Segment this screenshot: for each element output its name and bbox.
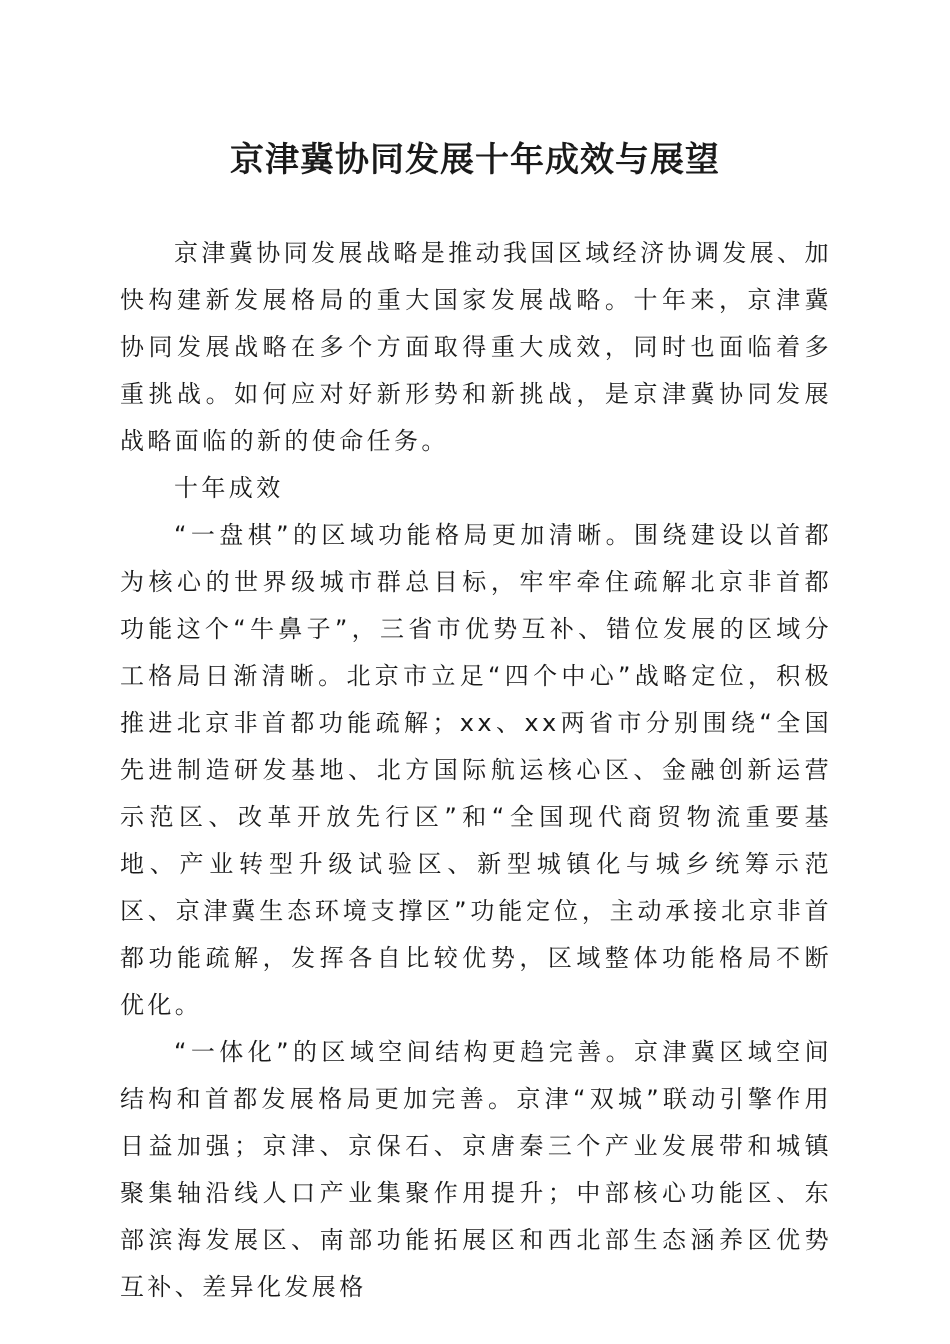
body-paragraph: “一体化”的区域空间结构更趋完善。京津冀区域空间结构和首都发展格局更加完善。京津“双城”联动引擎作用日益加强；京津、京保石、京唐秦三个产业发展带和城镇聚集轴沿线人口产业集聚作用提升；中部核心功能区、东部滨海发展区、南部功能拓展区和西北部生态涵养区优势互补、差异化发展格 <box>120 1038 832 1301</box>
section-heading: 十年成效 <box>174 474 284 502</box>
document-body <box>120 230 832 1311</box>
intro-paragraph: 京津冀协同发展战略是推动我国区域经济协调发展、加快构建新发展格局的重大国家发展战略。十年来，京津冀协同发展战略在多个方面取得重大成效，同时也面临着多重挑战。如何应对好新形势和新挑战，是京津冀协同发展战略面临的新的使命任务。 <box>120 239 832 455</box>
body-paragraph: “一盘棋”的区域功能格局更加清晰。围绕建设以首都为核心的世界级城市群总目标，牢牢牵住疏解北京非首都功能这个“牛鼻子”，三省市优势互补、错位发展的区域分工格局日渐清晰。北京市立足“四个中心”战略定位，积极推进北京非首都功能疏解；xx、xx两省市分别围绕“全国先进制造研发基地、北方国际航运核心区、金融创新运营示范区、改革开放先行区”和“全国现代商贸物流重要基地、产业转型升级试验区、新型城镇化与城乡统筹示范区、京津冀生态环境支撑区”功能定位，主动承接北京非首都功能疏解，发挥各自比较优势，区域整体功能格局不断优化。 <box>120 521 832 1019</box>
document-title: 京津冀协同发展十年成效与展望 <box>230 140 720 180</box>
